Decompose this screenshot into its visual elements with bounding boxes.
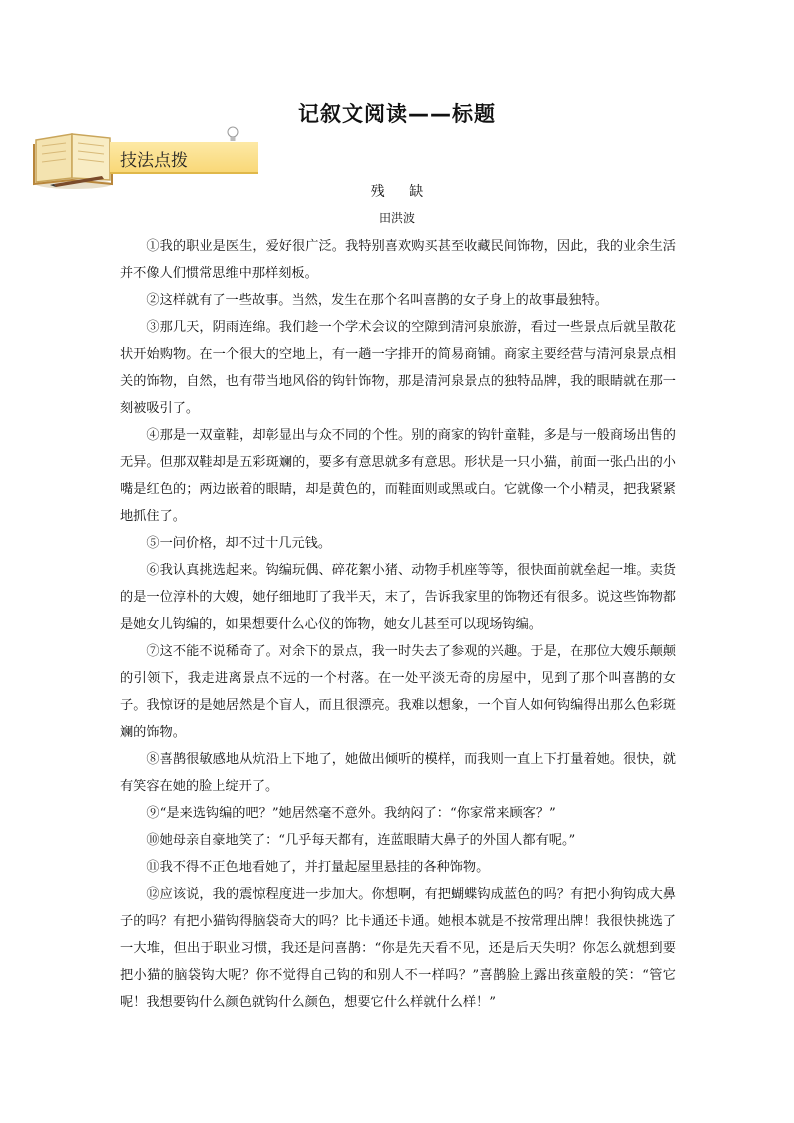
paragraph-12: ⑫应该说，我的震惊程度进一步加大。你想啊，有把蝴蝶钩成蓝色的吗？有把小狗钩成大鼻子的吗？有把小猫钩得脑袋奇大的吗？比卡通还卡通。她根本就是不按常理出牌！我很快挑选了一大堆，但出于职业习惯，我还是问喜鹊：“你是先天看不见，还是后天失明？你怎么就想到要把小猫的脑袋钩大呢？你不觉得自己钩的和别人不一样吗？”喜鹊脸上露出孩童般的笑：“管它呢！我想要钩什么颜色就钩什么颜色，想要它什么样就什么样！” bbox=[120, 887, 676, 1010]
paragraph-1: ①我的职业是医生，爱好很广泛。我特别喜欢购买甚至收藏民间饰物，因此，我的业余生活并不像人们惯常思维中那样刻板。 bbox=[120, 239, 676, 281]
page-title: 记叙文阅读——标题 bbox=[298, 102, 496, 126]
lightbulb-icon bbox=[226, 126, 240, 144]
paragraph-4: ④那是一双童鞋，却彰显出与众不同的个性。别的商家的钩针童鞋，多是与一般商场出售的无异。但那双鞋却是五彩斑斓的，要多有意思就多有意思。形状是一只小猫，前面一张凸出的小嘴是红色的；两边嵌着的眼睛，却是黄色的，而鞋面则或黑或白。它就像一个小精灵，把我紧紧地抓住了。 bbox=[120, 428, 676, 524]
article-body bbox=[120, 233, 676, 1016]
paragraph-7: ⑦这不能不说稀奇了。对余下的景点，我一时失去了参观的兴趣。于是，在那位大嫂乐颠颠的引领下，我走进离景点不远的一个村落。在一处平淡无奇的房屋中，见到了那个叫喜鹊的女子。我惊讶的是她居然是个盲人，而且很漂亮。我难以想象，一个盲人如何钩编得出那么色彩斑斓的饰物。 bbox=[120, 644, 676, 740]
paragraph-6: ⑥我认真挑选起来。钩编玩偶、碎花絮小猪、动物手机座等等，很快面前就垒起一堆。卖货的是一位淳朴的大嫂，她仔细地盯了我半天，末了，告诉我家里的饰物还有很多。说这些饰物都是她女儿钩编的，如果想要什么心仪的饰物，她女儿甚至可以现场钩编。 bbox=[120, 563, 676, 632]
paragraph-11: ⑪我不得不正色地看她了，并打量起屋里悬挂的各种饰物。 bbox=[146, 860, 490, 875]
paragraph-5: ⑤一问价格，却不过十几元钱。 bbox=[146, 536, 332, 551]
paragraph-2: ②这样就有了一些故事。当然，发生在那个名叫喜鹊的女子身上的故事最独特。 bbox=[146, 293, 608, 308]
article-title: 残 缺 bbox=[370, 184, 434, 200]
banner-label: 技法点拨 bbox=[120, 151, 188, 171]
paragraph-9: ⑨“是来选钩编的吧？”她居然毫不意外。我纳闷了：“你家常来顾客？” bbox=[146, 806, 556, 821]
article-author: 田洪波 bbox=[378, 211, 415, 225]
paragraph-10: ⑩她母亲自豪地笑了：“几乎每天都有，连蓝眼睛大鼻子的外国人都有呢。” bbox=[146, 833, 576, 848]
paragraph-3: ③那几天，阴雨连绵。我们趁一个学术会议的空隙到清河泉旅游，看过一些景点后就呈散花状开始购物。在一个很大的空地上，有一趟一字排开的简易商铺。商家主要经营与清河泉景点相关的饰物，自然，也有带当地风俗的钩针饰物，那是清河泉景点的独特品牌，我的眼睛就在那一刻被吸引了。 bbox=[120, 320, 676, 416]
paragraph-8: ⑧喜鹊很敏感地从炕沿上下地了，她做出倾听的模样，而我则一直上下打量着她。很快，就有笑容在她的脸上绽开了。 bbox=[120, 752, 676, 794]
